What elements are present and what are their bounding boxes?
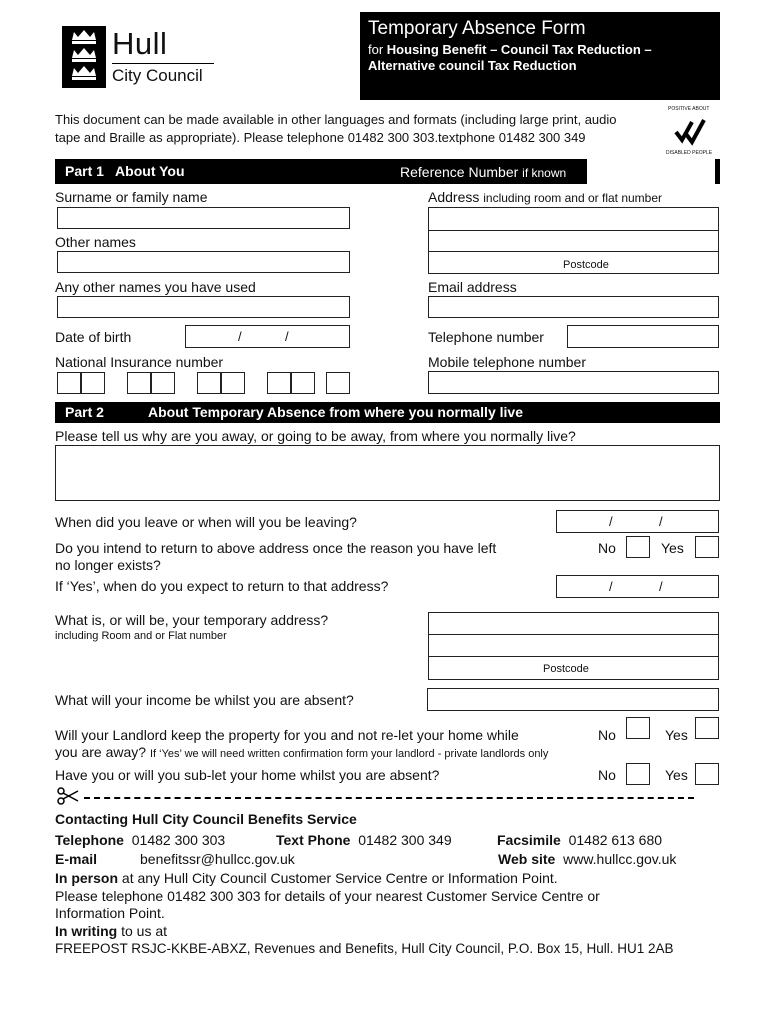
ni-label: National Insurance number	[55, 354, 224, 370]
intend-return-label-2: no longer exists?	[55, 557, 161, 573]
sublet-no-label: No	[598, 767, 616, 783]
ni-box-9[interactable]	[326, 372, 350, 394]
address-line-2[interactable]	[428, 230, 719, 252]
intend-return-label-1: Do you intend to return to above address once the reason you have left	[55, 540, 497, 556]
positive-about-disabled-badge	[662, 106, 718, 158]
in-person-line: In person at any Hull City Council Customer Service Centre or Information Point.	[55, 870, 558, 886]
crowns-crest-icon	[62, 26, 106, 88]
badge-bottom-text: DISABLED PEOPLE	[666, 150, 713, 156]
other-names-label: Other names	[55, 234, 136, 250]
address-line-3[interactable]	[428, 251, 719, 274]
email-field[interactable]	[428, 296, 719, 318]
mobile-label: Mobile telephone number	[428, 354, 586, 370]
landlord-note: If ‘Yes’ we will need written confirmation form your landlord - private landlords only	[149, 748, 549, 760]
in-person-line-2: Please telephone 01482 300 303 for details of your nearest Customer Service Centre or	[55, 888, 600, 904]
intend-no-label: No	[598, 540, 616, 556]
income-label: What will your income be whilst you are absent?	[55, 692, 354, 708]
landlord-label-1: Will your Landlord keep the property for you and not re-let your home while	[55, 727, 519, 743]
intro-line-2: tape and Braille as appropriate). Please telephone 01482 300 303.textphone 01482 300 349	[55, 130, 586, 145]
scissors-icon	[56, 787, 80, 805]
part2-bar	[55, 402, 720, 423]
mobile-field[interactable]	[428, 371, 719, 394]
email-contact-label: E-mail	[55, 851, 98, 867]
email-label: Email address	[428, 279, 517, 295]
logo-hull: Hull	[112, 26, 168, 61]
any-other-names-field[interactable]	[57, 296, 350, 318]
badge-top-text: POSITIVE ABOUT	[668, 106, 710, 112]
landlord-no-checkbox[interactable]	[626, 717, 650, 739]
in-writing-line: In writing to us at	[55, 923, 168, 939]
return-date-field[interactable]: / /	[556, 575, 719, 598]
surname-field[interactable]	[57, 207, 350, 229]
ni-box-8[interactable]	[291, 372, 315, 394]
when-leave-label: When did you leave or when will you be leaving?	[55, 514, 357, 530]
intend-yes-checkbox[interactable]	[695, 536, 719, 558]
contact-textphone: Text Phone 01482 300 349	[276, 832, 452, 848]
part1-label: Part 1 About You	[65, 163, 185, 179]
temp-address-sublabel: including Room and or Flat number	[55, 630, 227, 642]
why-away-field[interactable]	[55, 445, 720, 501]
ni-box-2[interactable]	[81, 372, 105, 394]
ni-box-3[interactable]	[127, 372, 151, 394]
any-other-names-label: Any other names you have used	[55, 279, 256, 295]
telephone-label: Telephone number	[428, 329, 544, 345]
income-field[interactable]	[427, 688, 719, 711]
in-person-line-3: Information Point.	[55, 905, 165, 921]
temp-address-line-1[interactable]	[428, 612, 719, 635]
temp-postcode-label: Postcode	[543, 663, 589, 675]
ni-box-6[interactable]	[221, 372, 245, 394]
part2-title: About Temporary Absence from where you normally live	[148, 404, 523, 420]
email-contact-link[interactable]: benefitssr@hullcc.gov.uk	[140, 851, 295, 867]
sublet-label: Have you or will you sub-let your home whilst you are absent?	[55, 767, 440, 783]
sublet-no-checkbox[interactable]	[626, 763, 650, 785]
website-link[interactable]: www.hullcc.gov.uk	[563, 851, 677, 867]
dob-field[interactable]: / /	[185, 325, 350, 348]
contact-heading: Contacting Hull City Council Benefits Service	[55, 811, 357, 827]
part2-label: Part 2	[65, 404, 104, 420]
other-names-field[interactable]	[57, 251, 350, 273]
surname-label: Surname or family name	[55, 189, 208, 205]
form-subtitle-2: Alternative council Tax Reduction	[368, 58, 577, 73]
landlord-no-label: No	[598, 727, 616, 743]
contact-phone-row: Telephone 01482 300 303	[55, 832, 226, 848]
landlord-yes-checkbox[interactable]	[695, 717, 719, 739]
logo-city-council: City Council	[112, 66, 203, 85]
sublet-yes-label: Yes	[665, 767, 688, 783]
intend-no-checkbox[interactable]	[626, 536, 650, 558]
temp-address-line-3[interactable]	[428, 656, 719, 680]
temp-address-line-2[interactable]	[428, 634, 719, 657]
return-when-label: If ‘Yes’, when do you expect to return to that address?	[55, 578, 389, 594]
form-header	[360, 12, 720, 100]
sublet-yes-checkbox[interactable]	[695, 763, 719, 785]
contact-fax: Facsimile 01482 613 680	[497, 832, 663, 848]
postcode-label: Postcode	[563, 259, 609, 271]
form-title: Temporary Absence Form	[368, 18, 586, 39]
cut-line	[84, 797, 694, 799]
intend-yes-label: Yes	[661, 540, 684, 556]
leave-date-field[interactable]: / /	[556, 510, 719, 533]
landlord-yes-label: Yes	[665, 727, 688, 743]
intro-line-1: This document can be made available in other languages and formats (including large print, audio	[55, 112, 617, 127]
telephone-field[interactable]	[567, 325, 719, 348]
reference-number-field[interactable]	[587, 159, 715, 184]
dob-label: Date of birth	[55, 329, 132, 345]
reference-label: Reference Number if known	[400, 164, 567, 180]
ni-box-1[interactable]	[57, 372, 81, 394]
form-subtitle-1: Housing Benefit – Council Tax Reduction –	[386, 42, 652, 57]
part1-bar	[55, 159, 720, 184]
address-line-1[interactable]	[428, 207, 719, 231]
ni-box-4[interactable]	[151, 372, 175, 394]
address-label: Address including room and or flat number	[428, 189, 663, 205]
postal-address: FREEPOST RSJC-KKBE-ABXZ, Revenues and Benefits, Hull City Council, P.O. Box 15, Hull. HU1 2AB	[55, 941, 674, 956]
why-away-label: Please tell us why are you away, or going to be away, from where you normally live?	[55, 428, 576, 444]
for-word: for	[368, 42, 384, 57]
ni-box-5[interactable]	[197, 372, 221, 394]
temp-address-label: What is, or will be, your temporary address?	[55, 612, 329, 628]
landlord-label-2: you are away? If ‘Yes’ we will need written confirmation form your landlord - private landlords only	[55, 744, 549, 760]
website-contact: Web site www.hullcc.gov.uk	[498, 851, 677, 867]
ni-box-7[interactable]	[267, 372, 291, 394]
council-logo	[62, 26, 222, 90]
